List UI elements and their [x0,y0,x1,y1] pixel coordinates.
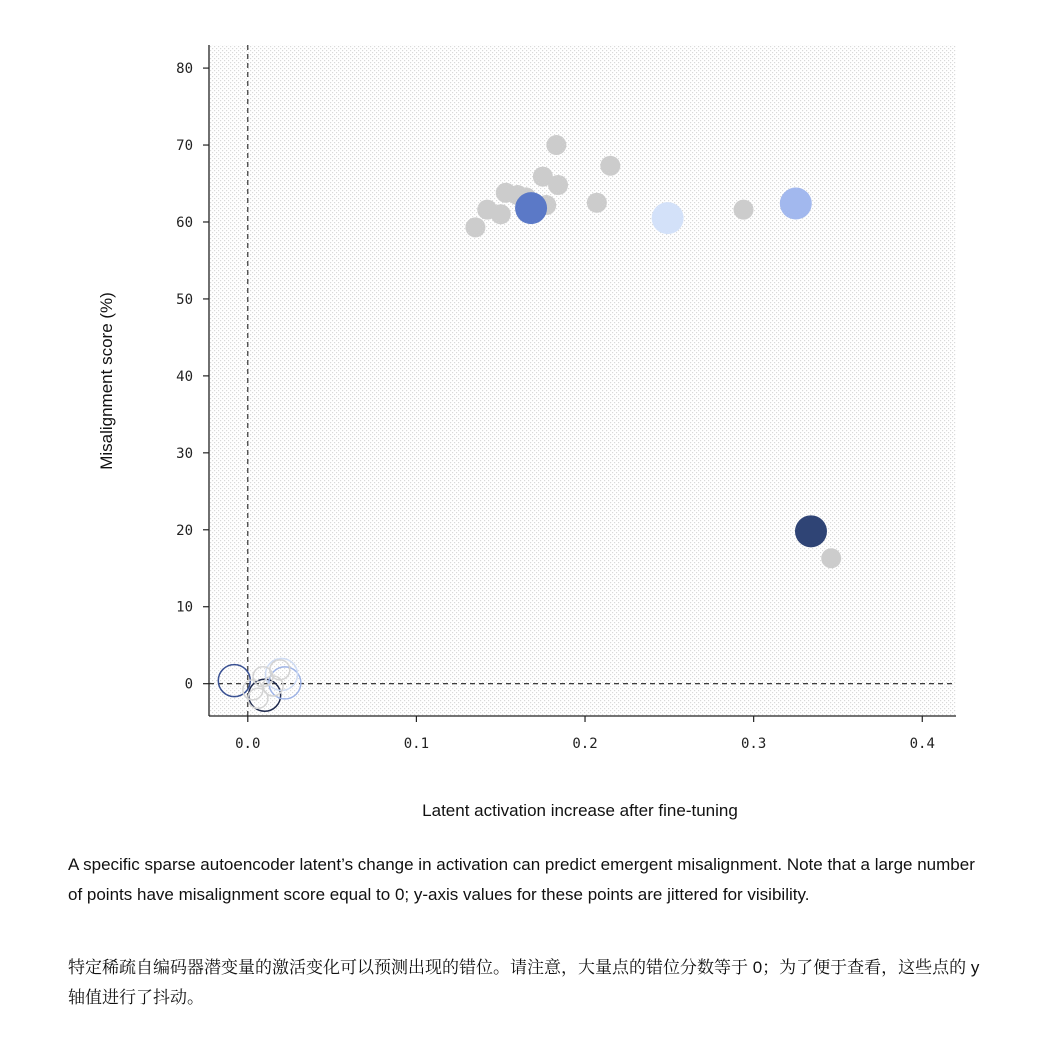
y-tick-label: 40 [176,368,193,385]
x-tick-label: 0.3 [741,736,767,752]
y-tick-label: 0 [184,676,193,693]
y-tick-label: 10 [176,599,193,616]
data-point [587,193,607,213]
plot-background [209,45,956,716]
data-point [600,156,620,176]
data-point [795,515,827,547]
data-point [821,548,841,568]
y-tick-label: 80 [176,61,193,78]
y-tick-label: 30 [176,445,193,462]
data-point [491,204,511,224]
data-point [515,192,547,224]
data-point [780,188,812,220]
y-tick-label: 70 [176,138,193,155]
y-tick-label: 50 [176,291,193,308]
y-ticks [176,61,209,693]
data-point [652,202,684,234]
caption-chinese: 特定稀疏自编码器潜变量的激活变化可以预测出现的错位。请注意，大量点的错位分数等于 0；为了便于查看，这些点的 y 轴值进行了抖动。 [68,958,980,1007]
x-tick-label: 0.1 [403,736,430,752]
caption-english: A specific sparse autoencoder latent’s change in activation can predict emergent misalignment. Note that a large number of points have misalignment score equal to 0; y-axis values for these points are jittered for visibility. [68,855,975,904]
data-point [548,175,568,195]
y-axis-title: Misalignment score (%) [97,292,116,470]
data-point [465,217,485,237]
x-tick-label: 0.0 [235,736,261,752]
y-tick-label: 60 [176,214,193,231]
y-tick-label: 20 [176,522,193,539]
x-tick-label: 0.2 [572,736,598,752]
data-point [546,135,566,155]
x-ticks [235,716,935,752]
x-axis-title: Latent activation increase after fine-tuning [422,801,738,820]
x-tick-label: 0.4 [909,736,935,752]
data-point [734,200,754,220]
